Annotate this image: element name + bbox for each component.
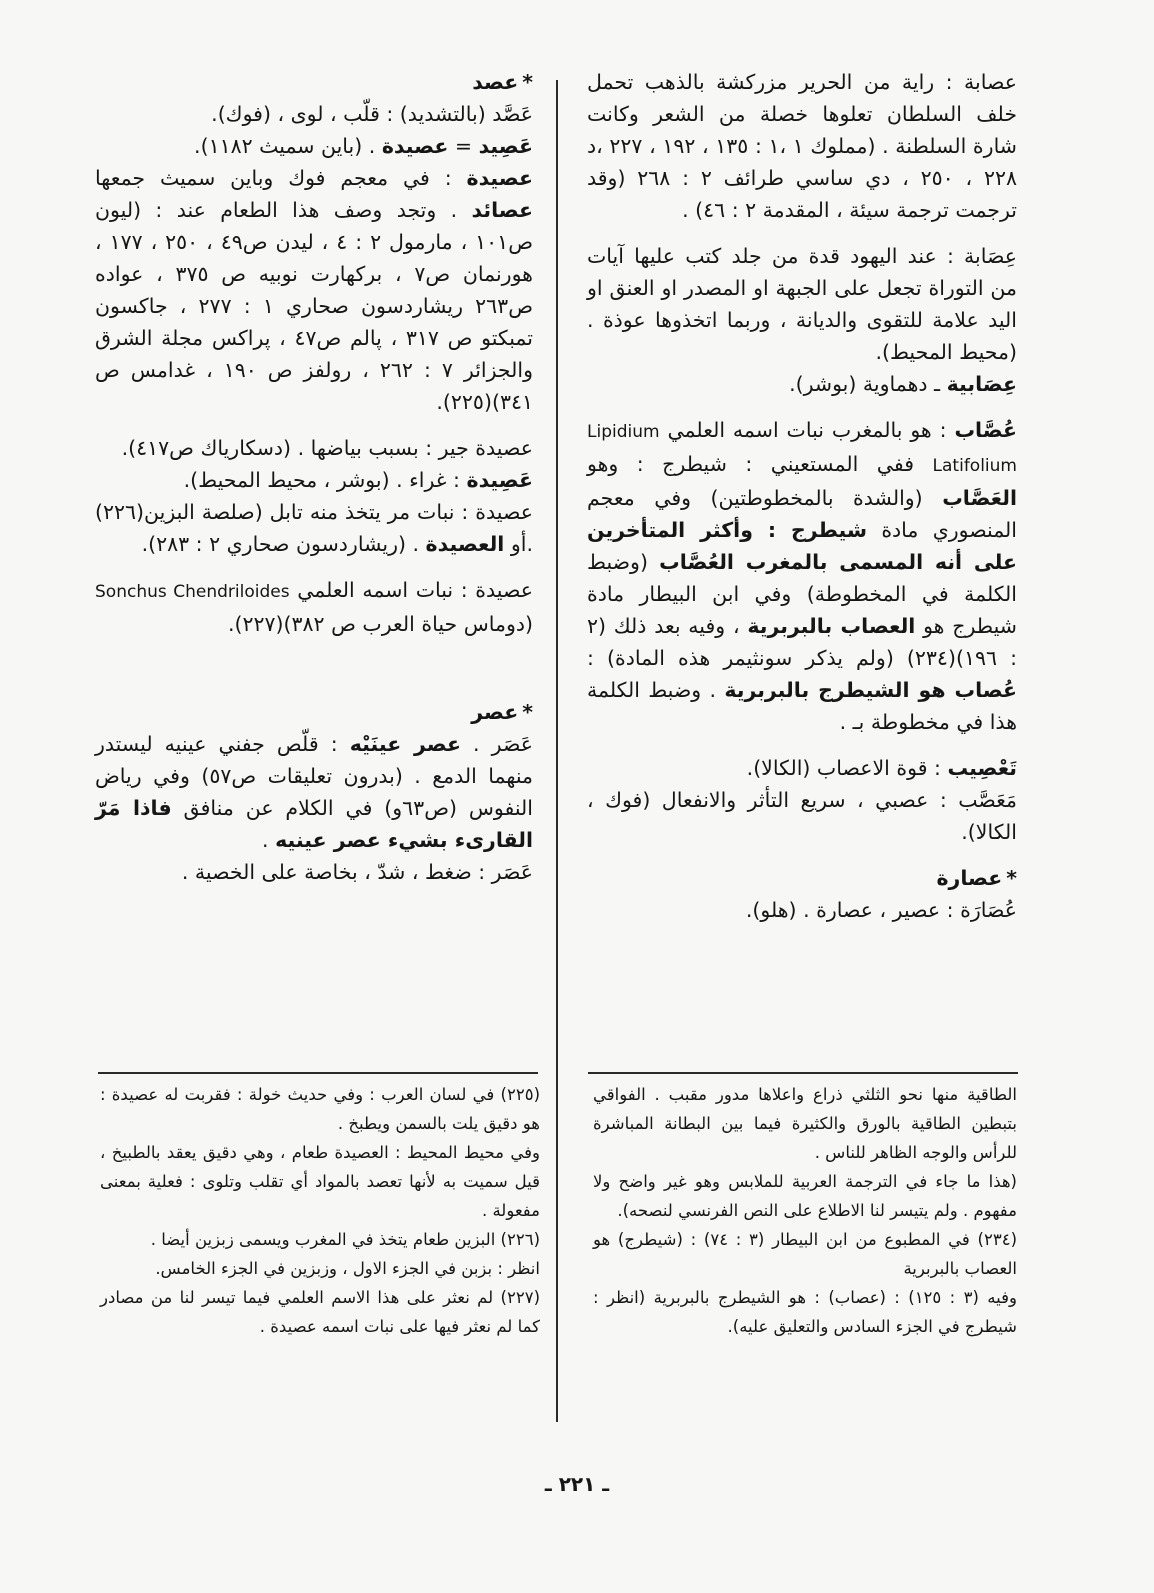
page-number: ـ ٢٢١ ـ: [544, 1472, 610, 1496]
heading-text: عصر: [471, 700, 519, 724]
definition: ـ دهماوية (بوشر).: [789, 372, 941, 396]
entry-ussab: [587, 414, 1017, 738]
right-column: [587, 66, 1017, 926]
definition: عصيدة : نبات مر يتخذ منه تابل (صلصة البزين(٢٢٦) .أو: [95, 500, 533, 556]
lemma: تَعْصِيب: [947, 756, 1017, 780]
star-icon: *: [522, 700, 533, 724]
section-heading-asr: [95, 696, 533, 728]
entry-asida-sonchus: [95, 574, 533, 640]
definition: عصيدة : نبات اسمه العلمي: [297, 578, 533, 602]
equals-sign: =: [454, 134, 473, 158]
bold-term: عصائد: [471, 198, 533, 222]
entry-asida-jir: عصيدة جير : بسبب بياضها . (دسكارياك ص٤١٧).: [121, 436, 533, 460]
column-divider: [556, 80, 558, 1422]
lemma: عِصَابية: [946, 372, 1017, 396]
definition: .: [262, 828, 269, 852]
footnote: الطاقية منها نحو الثلثي ذراع واعلاها مدور مقبب . الفواقي بتبطين الطاقية بالورق والكثيرة فيما بين البطانة المباشرة للرأس والوجه الظاهر للناس .: [593, 1085, 1017, 1162]
bold-term: عُصاب هو الشيطرج بالبربرية: [724, 678, 1017, 702]
lemma: عصيدة: [466, 166, 533, 190]
star-icon: *: [1006, 866, 1017, 890]
definition: (والشدة بالمخطوطتين) وفي معجم المنصوري مادة: [587, 486, 1017, 542]
footnote-rule-right: [588, 1072, 1018, 1074]
entry-usara: عُصَارَة : عصير ، عصارة . (هلو).: [745, 898, 1017, 922]
entry-asid: [95, 130, 533, 162]
definition: ففي المستعيني : شيطرج : وهو: [587, 452, 915, 476]
definition: . (باين سميث ١١٨٢).: [194, 134, 376, 158]
footnote: (٢٢٧) لم نعثر على هذا الاسم العلمي فيما تيسر لنا من مصادر كما لم نعثر فيها على نبات اسمه عصيدة .: [100, 1288, 540, 1336]
definition: : قلّص جفني عينيه ليستدر منهما الدمع . (بدرون تعليقات ص٥٧) وفي رياض النفوس (ص٦٣و) في الكلام عن منافق: [95, 732, 534, 820]
definition: : في معجم فوك وباين سميث جمعها: [95, 166, 452, 190]
definition: ، وفيه بعد ذلك (٢ : ١٩٦)(٢٣٤) (ولم يذكر سونثيمر هذه المادة) :: [587, 614, 1017, 670]
definition: : غراء . (بوشر ، محيط المحيط).: [183, 468, 460, 492]
definition: عَصَر .: [473, 732, 533, 756]
latin-name: Lipidium Latifolium: [587, 422, 1017, 476]
definition: (وضبط الكلمة في المخطوطة) وفي ابن البيطار مادة شيطرج هو: [587, 550, 1017, 638]
bold-term: العصيدة: [425, 532, 505, 556]
bold-term: عصر عينَيْه: [349, 732, 461, 756]
latin-name: Sonchus Chendriloides: [95, 582, 290, 602]
entry-asida-glue: [95, 464, 533, 496]
footnotes-right: [593, 1080, 1017, 1341]
bold-term: عصيدة: [381, 134, 449, 158]
footnote: (هذا ما جاء في الترجمة العربية للملابس وهو غير واضح ولا مفهوم . ولم يتيسر لنا الاطلاع على النص الفرنسي لنصحه).: [593, 1172, 1017, 1220]
footnote: وفيه (٣ : ١٢٥) : (عصاب) : هو الشيطرج بالبربرية (انظر : شيطرج في الجزء السادس والتعليق عليه).: [593, 1288, 1017, 1336]
bold-term: العصاب بالبربرية: [747, 614, 916, 638]
bold-term: شيطرج : وأكثر المتأخرين على أنه المسمى بالمغرب العُصَّاب: [587, 518, 1017, 574]
lemma: عَصِيد: [478, 134, 533, 158]
definition: : هو بالمغرب نبات اسمه العلمي: [667, 418, 947, 442]
definition: . (ريشاردسون صحاري ٢ : ٢٨٣).: [141, 532, 419, 556]
star-icon: *: [522, 70, 533, 94]
heading-text: عصارة: [936, 866, 1003, 890]
definition: . وضبط الكلمة هذا في مخطوطة بـ .: [587, 678, 1017, 734]
footnotes-left: [100, 1080, 540, 1341]
entry-isabiya: [587, 368, 1017, 400]
footnote: (٢٣٤) في المطبوع من ابن البيطار (٣ : ٧٤) : (شيطرج) هو العصاب بالبربرية: [593, 1230, 1017, 1278]
bold-term: العَصَّاب: [942, 486, 1017, 510]
lemma: عُصَّاب: [954, 418, 1017, 442]
left-column: [95, 66, 533, 888]
definition: (دوماس حياة العرب ص ٣٨٢)(٢٢٧).: [227, 612, 533, 636]
heading-text: عصد: [472, 70, 519, 94]
footnote: (٢٢٦) البزين طعام يتخذ في المغرب ويسمى زبزين أيضا .: [150, 1230, 540, 1249]
lemma: عَصِيدة: [466, 468, 533, 492]
definition: : قوة الاعصاب (الكالا).: [746, 756, 941, 780]
entry-isaba-banner: عصابة : راية من الحرير مزركشة بالذهب تحمل خلف السلطان تعلوها خصلة من الشعر وكانت شارة السلطنة . (مملوك ١ ،١ : ١٣٥ ، ١٩٢ ، ٢٢٧ ،د ٢٢٨ ، ٢٥٠ ، دي ساسي طرائف ٢ : ٢٦٨ (وقد ترجمت ترجمة سيئة ، المقدمة ٢ : ٤٦) .: [587, 70, 1017, 222]
section-heading-usara: [587, 862, 1017, 894]
footnote: (٢٢٥) في لسان العرب : وفي حديث خولة : فقربت له عصيدة : هو دقيق يلت بالسمن ويطبخ .: [100, 1085, 540, 1133]
entry-isaba-jewish: عِصَابة : عند اليهود قدة من جلد كتب عليها آيات من التوراة تجعل على الجبهة او المصدر او العنق او اليد علامة للتقوى والديانة ، وربما اتخذوها عوذة . (محيط المحيط).: [587, 244, 1017, 364]
entry-asara: [95, 728, 533, 856]
entry-tasib: [587, 752, 1017, 784]
entry-assad: عَصَّد (بالتشديد) : قلّب ، لوى ، (فوك).: [211, 102, 533, 126]
footnote: انظر : بزبن في الجزء الاول ، وزبزين في الجزء الخامس.: [155, 1259, 540, 1278]
definition: . وتجد وصف هذا الطعام عند : (ليون ص١٠١ ، مارمول ٢ : ٤ ، ليدن ص٤٩ ، ٢٥٠ ، ١٧٧ ، هورنمان ص٧ ، بركهارت نوبيه ص ٣٧٥ ، عواده ص٢٦٣ ريشاردسون صحاري ١ : ٢٧٧ ، جاكسون تمبكتو ص ٣١٧ ، پالم ص٤٧ ، پراكس مجلة الشرق والجزائر ٧ : ٢٦٢ ، رولفز ص ١٩٠ ، غدامس ص ٣٤١)(٢٢٥).: [95, 198, 533, 414]
section-heading-asd: [95, 66, 533, 98]
entry-asida: [95, 162, 533, 418]
footnote: وفي محيط المحيط : العصيدة طعام ، وهي دقيق يعقد بالطبيخ ، قيل سميت به لأنها تعصد بالمواد أي تقلب وتلوى : فعلية بمعنى مفعولة .: [100, 1143, 540, 1220]
entry-asida-plant: [95, 496, 533, 560]
footnote-rule-left: [98, 1072, 538, 1074]
entry-asara-press: عَصَر : ضغط ، شدّ ، بخاصة على الخصية .: [181, 860, 533, 884]
bold-term: فاذا مَرّ القارىء بشيء عصر عينيه: [95, 796, 533, 852]
entry-muassab: مَعَصَّب : عصبي ، سريع التأثر والانفعال (فوك ، الكالا).: [587, 788, 1017, 844]
